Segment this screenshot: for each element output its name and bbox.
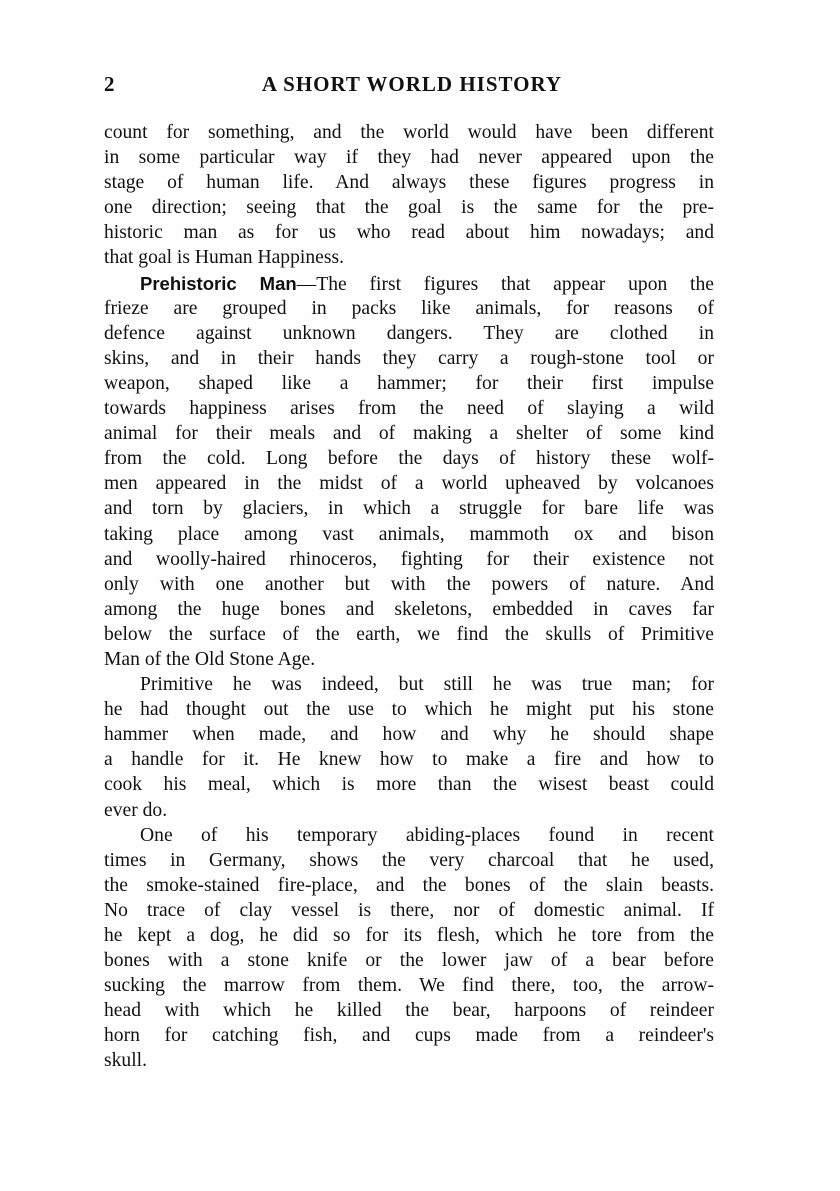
text-line: defence against unknown dangers. They are clothed in <box>104 322 714 344</box>
text-line: from the cold. Long before the days of history these wolf- <box>104 448 714 470</box>
text-line <box>104 271 714 296</box>
text-line: and woolly-haired rhinoceros, fighting for their existence not <box>104 548 714 570</box>
text-line: sucking the marrow from them. We find there, too, the arrow- <box>104 975 714 997</box>
text-line: and torn by glaciers, in which a struggle for bare life was <box>104 498 714 520</box>
text-line: below the surface of the earth, we find the skulls of Primitive <box>104 623 714 645</box>
paragraph <box>104 271 714 673</box>
text-line: head with which he killed the bear, harpoons of reindeer <box>104 1000 714 1022</box>
text-line: animal for their meals and of making a shelter of some kind <box>104 423 714 445</box>
text-line: times in Germany, shows the very charcoal that he used, <box>104 849 714 871</box>
text-line: the smoke-stained fire-place, and the bones of the slain beasts. <box>104 874 714 896</box>
text-line: cook his meal, which is more than the wisest beast could <box>104 774 714 796</box>
text-line: Man of the Old Stone Age. <box>104 648 316 670</box>
text-line: one direction; seeing that the goal is the same for the pre- <box>104 197 714 219</box>
text-line: that goal is Human Happiness. <box>104 247 344 269</box>
text-line: skull. <box>104 1050 148 1072</box>
text-line: historic man as for us who read about him nowadays; and <box>104 222 714 244</box>
text-line: only with one another but with the powers of nature. And <box>104 573 714 595</box>
text-line: horn for catching fish, and cups made from a reindeer's <box>104 1025 714 1047</box>
text-line: he had thought out the use to which he might put his stone <box>104 699 714 721</box>
text-line: hammer when made, and how and why he should shape <box>104 724 714 746</box>
paragraph <box>104 823 714 1074</box>
text-line: ever do. <box>104 799 168 821</box>
text-line: men appeared in the midst of a world upheaved by volcanoes <box>104 473 714 495</box>
text-line: skins, and in their hands they carry a rough-stone tool or <box>104 347 714 369</box>
text-line: stage of human life. And always these figures progress in <box>104 172 714 194</box>
page-header <box>104 72 720 106</box>
paragraph <box>104 672 714 823</box>
body-text <box>104 120 714 1074</box>
text-line: frieze are grouped in packs like animals, for reasons of <box>104 297 714 319</box>
text-line: count for something, and the world would have been different <box>104 122 714 143</box>
section-heading: Prehistoric Man <box>140 272 297 294</box>
text-line: towards happiness arises from the need of slaying a wild <box>104 398 714 420</box>
text-line: among the huge bones and skeletons, embedded in caves far <box>104 598 714 620</box>
page-number: 2 <box>104 72 115 96</box>
text-line: weapon, shaped like a hammer; for their first impulse <box>104 372 714 394</box>
running-title: A SHORT WORLD HISTORY <box>261 72 563 96</box>
paragraph <box>104 120 714 271</box>
text-line: he kept a dog, he did so for its flesh, which he tore from the <box>104 925 714 946</box>
text-line: bones with a stone knife or the lower jaw of a bear before <box>104 950 714 972</box>
text-line: Primitive he was indeed, but still he was true man; for <box>140 674 714 696</box>
text-line: No trace of clay vessel is there, nor of domestic animal. If <box>104 899 714 921</box>
text-line: in some particular way if they had never appeared upon the <box>104 147 714 169</box>
text-run: —The first figures that appear upon the <box>296 273 714 295</box>
text-line: a handle for it. He knew how to make a fire and how to <box>104 749 714 771</box>
text-line: One of his temporary abiding-places found in recent <box>140 824 714 846</box>
text-line: taking place among vast animals, mammoth ox and bison <box>104 523 714 545</box>
